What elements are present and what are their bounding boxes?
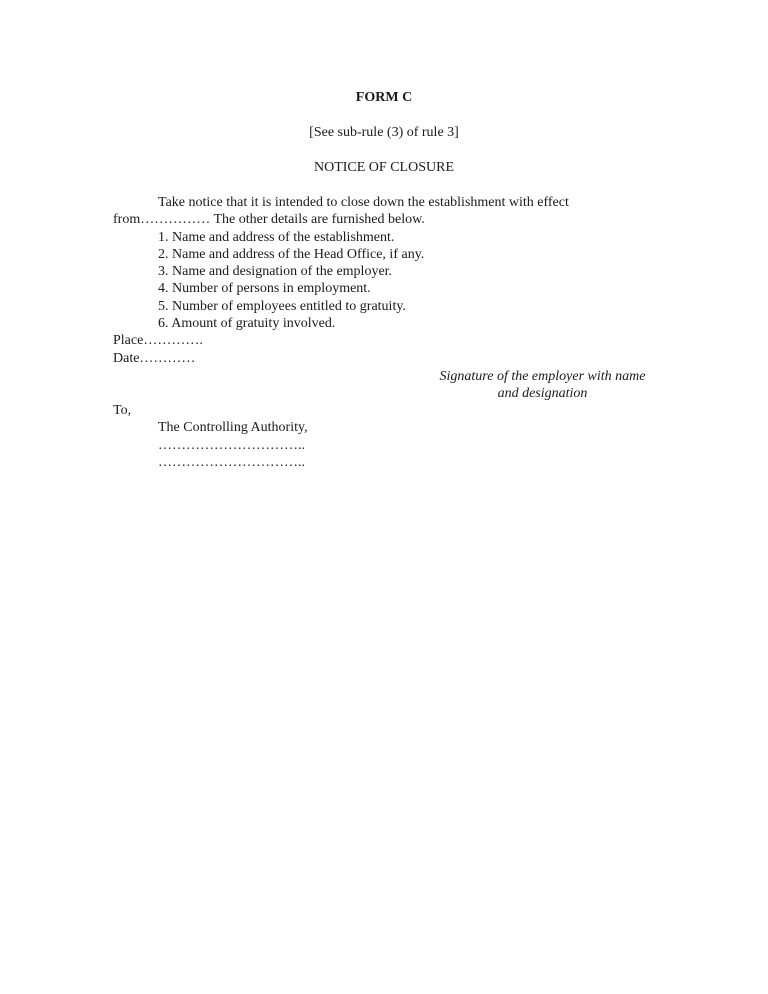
recipient-address-line1: ………………………….. <box>158 437 305 453</box>
notice-intro-line2: from…………… The other details are furnished below. <box>113 212 425 228</box>
recipient-block <box>113 402 513 471</box>
recipient-address-line2: ………………………….. <box>158 454 305 470</box>
notice-body <box>113 194 655 367</box>
signature-line2: and designation <box>497 386 588 402</box>
list-item: 5. Number of employees entitled to gratuity. <box>158 298 406 314</box>
notice-intro <box>113 194 655 229</box>
rule-reference: [See sub-rule (3) of rule 3] <box>309 125 459 140</box>
list-item: 1. Name and address of the establishment. <box>158 229 395 245</box>
signature-block <box>400 368 685 403</box>
date-field: Date………… <box>113 350 196 366</box>
list-item: 3. Name and designation of the employer. <box>158 264 393 280</box>
list-item: 2. Name and address of the Head Office, if any. <box>158 246 425 262</box>
details-list <box>113 229 655 333</box>
signature-line1: Signature of the employer with name <box>439 369 646 384</box>
recipient-authority: The Controlling Authority, <box>158 420 308 436</box>
recipient-to: To, <box>113 403 132 418</box>
form-title: FORM C <box>355 90 413 105</box>
notice-intro-line1: Take notice that it is intended to close down the establishment with effect <box>158 195 569 210</box>
notice-title: NOTICE OF CLOSURE <box>313 160 454 175</box>
list-item: 6. Amount of gratuity involved. <box>158 316 336 332</box>
list-item: 4. Number of persons in employment. <box>158 281 371 297</box>
place-field: Place…………. <box>113 333 203 349</box>
